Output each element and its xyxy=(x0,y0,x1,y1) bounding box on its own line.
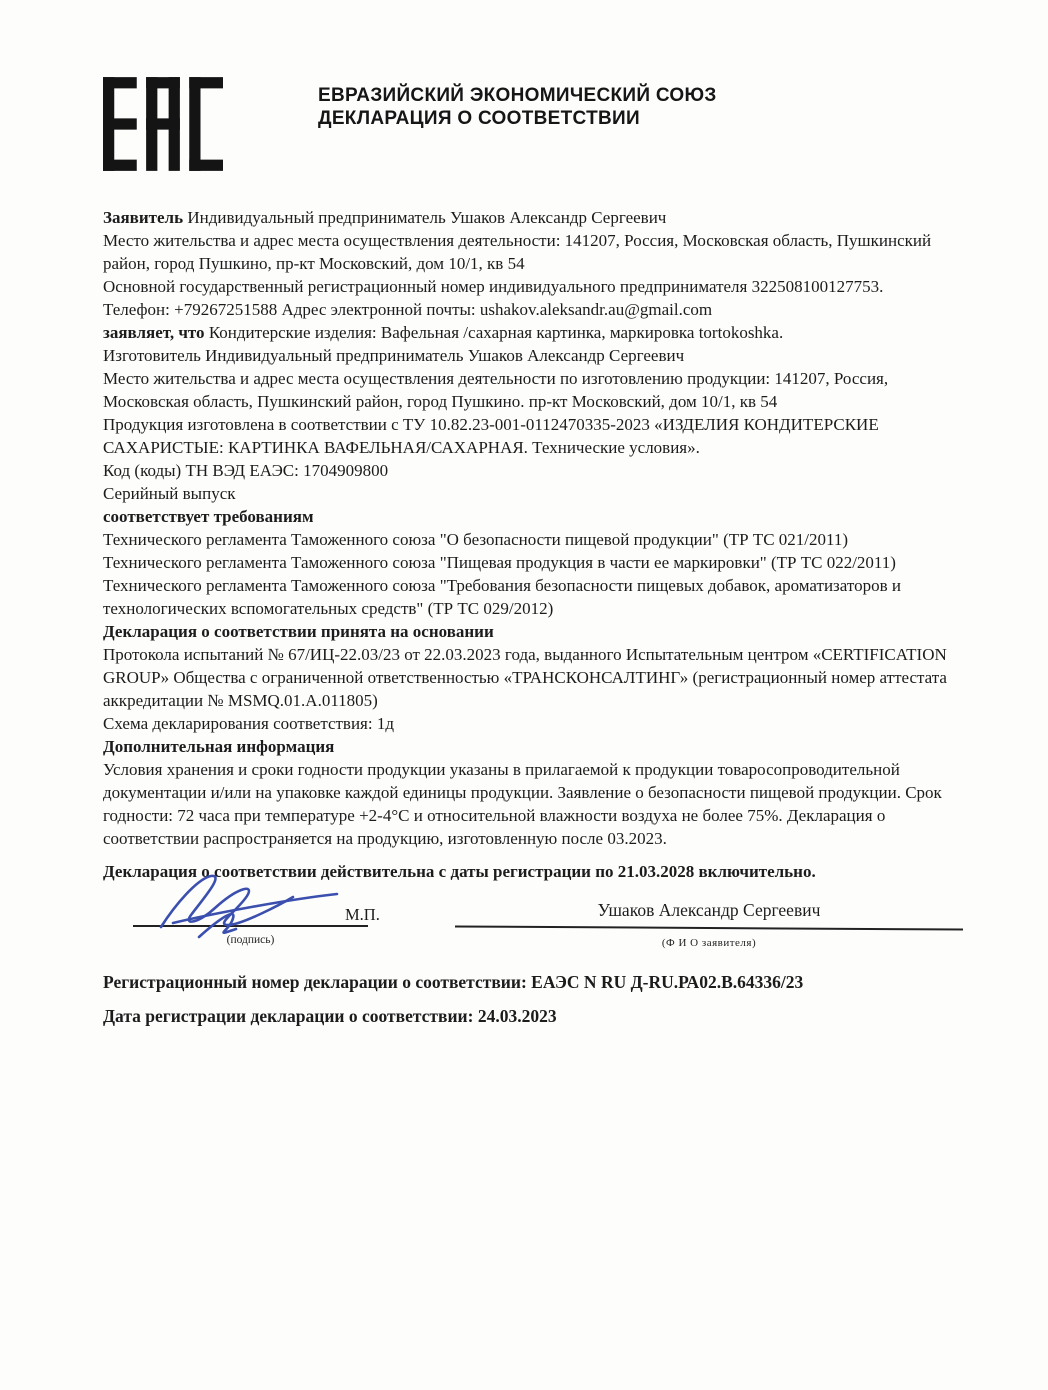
validity-line: Декларация о соответствии действительна с даты регистрации по 21.03.2028 включительно. xyxy=(103,862,816,881)
declares-line xyxy=(103,321,948,344)
document-header xyxy=(318,84,717,130)
eac-logo xyxy=(103,74,223,174)
registration-number-label: Регистрационный номер декларации о соответствии: xyxy=(103,972,527,992)
registration-date-label: Дата регистрации декларации о соответствии: xyxy=(103,1006,474,1026)
tu-line: Продукция изготовлена в соответствии с ТУ 10.82.23-001-0112470335-2023 «ИЗДЕЛИЯ КОНДИТЕРСКИЕ САХАРИСТЫЕ: КАРТИНКА ВАФЕЛЬНАЯ/САХАРНАЯ. Технические условия». xyxy=(103,415,879,457)
registration-date-line xyxy=(103,1005,948,1028)
declares-label: заявляет, что xyxy=(103,323,205,342)
applicant-label: Заявитель xyxy=(103,208,184,227)
basis-text: Протокола испытаний № 67/ИЦ-22.03/23 от 22.03.2023 года, выданного Испытательным центром «CERTIFICATION GROUP» Общества с ограниченной ответственностью «ТРАНСКОНСАЛТИНГ» (регистрационный номер аттестата аккредитации № MSMQ.01.A.011805) xyxy=(103,645,947,710)
applicant-name: Ушаков Александр Сергеевич xyxy=(597,900,821,920)
registration-date-value: 24.03.2023 xyxy=(473,1006,557,1026)
applicant-name-caption: (Ф И О заявителя) xyxy=(661,937,757,949)
address-line: Место жительства и адрес места осуществления деятельности: 141207, Россия, Московская область, Пушкинский район, город Пушкино, пр-кт Московский, дом 10/1, кв 54 xyxy=(103,231,932,273)
registration-number-value: ЕАЭС N RU Д-RU.РА02.В.64336/23 xyxy=(526,972,804,992)
additional-info-heading: Дополнительная информация xyxy=(103,737,335,756)
applicant-text: Индивидуальный предприниматель Ушаков Александр Сергеевич xyxy=(183,208,667,227)
scheme-line: Схема декларирования соответствия: 1д xyxy=(103,714,394,733)
document-body xyxy=(103,206,948,1028)
declares-text: Кондитерские изделия: Вафельная /сахарная картинка, маркировка tortokoshka. xyxy=(204,323,784,342)
stamp-place-label: М.П. xyxy=(345,905,380,924)
ogrn-line: Основной государственный регистрационный номер индивидуального предпринимателя 322508100127753. xyxy=(103,277,884,296)
applicant-line xyxy=(103,206,948,229)
applicant-name-line xyxy=(455,925,963,930)
signature-block xyxy=(103,885,948,949)
serial-issue-line: Серийный выпуск xyxy=(103,484,236,503)
tnved-code-line: Код (коды) ТН ВЭД ЕАЭС: 1704909800 xyxy=(103,461,389,480)
regulation-1: Технического регламента Таможенного союза "О безопасности пищевой продукции" (ТР ТС 021/2011) xyxy=(103,530,849,549)
additional-info-text: Условия хранения и сроки годности продукции указаны в прилагаемой к продукции товаросопроводительной документации и/или на упаковке каждой единицы продукции. Заявление о безопасности пищевой продукции. Срок годности: 72 часа при температуре +2-4°С и относительной влажности воздуха не более 75%. Декларация о соответствии распространяется на продукцию, изготовленную после 03.2023. xyxy=(103,760,942,848)
eac-logo-icon xyxy=(103,74,223,174)
complies-heading: соответствует требованиям xyxy=(103,507,314,526)
manufacture-address-line: Место жительства и адрес места осуществления деятельности по изготовлению продукции: 141207, Россия, Московская область, Пушкинский район, город Пушкино. пр-кт Московский, дом 10/1, кв 54 xyxy=(103,369,889,411)
regulation-2: Технического регламента Таможенного союза "Пищевая продукция в части ее маркировки" (ТР ТС 022/2011) xyxy=(103,553,896,572)
regulation-3: Технического регламента Таможенного союза "Требования безопасности пищевых добавок, ароматизаторов и технологических вспомогательных средств" (ТР ТС 029/2012) xyxy=(103,576,901,618)
basis-heading: Декларация о соответствии принята на основании xyxy=(103,622,494,641)
manufacturer-line: Изготовитель Индивидуальный предприниматель Ушаков Александр Сергеевич xyxy=(103,346,685,365)
phone-email-line: Телефон: +79267251588 Адрес электронной почты: ushakov.aleksandr.au@gmail.com xyxy=(103,300,713,319)
signature-caption: (подпись) xyxy=(226,934,275,946)
registration-number-line xyxy=(103,971,948,994)
header-declaration-line: ДЕКЛАРАЦИЯ О СООТВЕТСТВИИ xyxy=(318,108,640,129)
header-union-line: ЕВРАЗИЙСКИЙ ЭКОНОМИЧЕСКИЙ СОЮЗ xyxy=(318,85,717,106)
